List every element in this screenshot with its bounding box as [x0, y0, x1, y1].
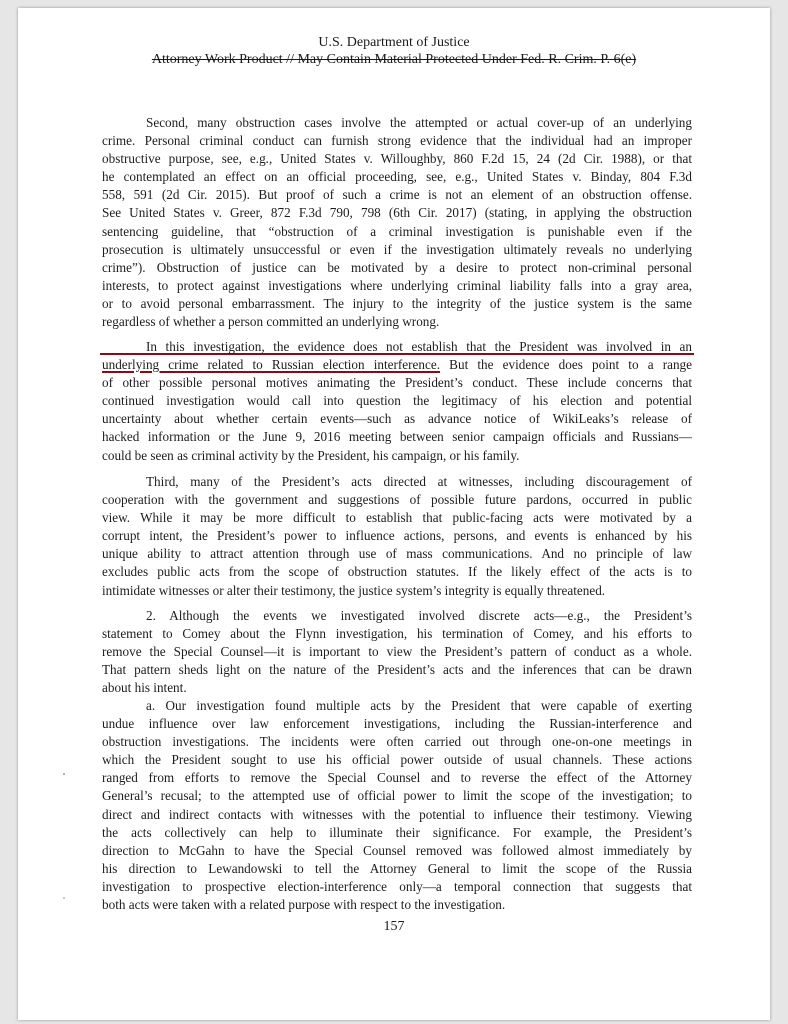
text-line: regardless of whether a person committed an underlying wrong. — [102, 314, 440, 330]
highlight-span-2: underlying crime related to Russian election interference. — [102, 357, 441, 373]
header-classification-struck: Attorney Work Product // May Contain Material Protected Under Fed. R. Crim. P. 6(e) — [151, 52, 637, 67]
text-line: sentencing guideline, that “obstruction of a criminal investigation is punishable even if the — [102, 223, 692, 239]
text-line: unique ability to attract attention through use of mass communications. And no principle of law — [102, 546, 692, 562]
text-line: corrupt intent, the President’s power to influence actions, persons, and events is enhanced by his — [102, 528, 692, 544]
text-line: or to avoid personal embarrassment. The injury to the integrity of the justice system is the same — [102, 295, 692, 311]
text-line: could be seen as criminal activity by the President, his campaign, or his family. — [102, 447, 520, 463]
text-line: That pattern sheds light on the nature of the President’s acts and the inferences that can be drawn — [102, 662, 692, 678]
text-line: interests, to protect against investigations where underlying criminal liability falls into a gray area, — [102, 277, 692, 293]
text-line: 2. Although the events we investigated involved discrete acts—e.g., the President’s — [146, 608, 692, 623]
text-line: obstructive purpose, see, e.g., United States v. Willoughby, 860 F.2d 15, 24 (2d Cir. 1988), or that — [102, 151, 692, 167]
paragraph-continuation: But the evidence does point to a range — [440, 357, 693, 373]
header-agency: U.S. Department of Justice — [318, 35, 470, 50]
text-line: Third, many of the President’s acts directed at witnesses, including discouragement of — [146, 474, 692, 489]
text-line: obstruction investigations. The incidents were often carried out through one-on-one meetings in — [102, 734, 692, 750]
text-line: cooperation with the government and suggestions of possible future pardons, occurred in public — [102, 492, 692, 508]
text-line: he contemplated an effect on an official proceeding, see, e.g., United States v. Binday, 804 F.3d — [102, 169, 692, 185]
paragraph-two — [102, 607, 692, 697]
scan-speck — [63, 897, 65, 899]
text-line: remove the Special Counsel—it is important to view the President’s pattern of conduct as a whole. — [102, 644, 692, 660]
text-line: hacked information or the June 9, 2016 meeting between senior campaign officials and Russians— — [102, 429, 692, 445]
text-line: continued investigation would call into question the legitimacy of his election and potential — [102, 393, 692, 409]
text-line: See United States v. Greer, 872 F.3d 790, 798 (6th Cir. 2017) (stating, in applying the obstruction — [102, 205, 692, 221]
text-line: 558, 591 (2d Cir. 2015). But proof of such a crime is not an element of an obstruction offense. — [102, 187, 692, 203]
text-line: prosecution is ultimately unsuccessful or even if the investigation ultimately reveals no underlying — [102, 241, 692, 257]
highlight-line-1: In this investigation, the evidence does not establish that the President was involved in an — [146, 339, 692, 354]
text-line: a. Our investigation found multiple acts by the President that were capable of exerting — [146, 698, 692, 713]
text-line: the acts collectively can help to illuminate their significance. For example, the President’s — [102, 824, 692, 840]
text-line: uncertainty about whether certain events—such as advance notice of WikiLeaks’s release of — [102, 411, 692, 427]
text-line: investigation to prospective election-interference only—a temporal connection that suggests that — [102, 878, 692, 894]
text-line: General’s recusal; to the attempted use of official power to limit the scope of the investigation; to — [102, 788, 692, 804]
paragraph-highlighted — [102, 338, 692, 465]
text-line: ranged from efforts to remove the Special Counsel and to reverse the effect of the Attorney — [102, 770, 692, 786]
text-line: his direction to Lewandowski to tell the Attorney General to limit the scope of the Russia — [102, 860, 692, 876]
text-line: crime”). Obstruction of justice can be motivated by a desire to protect non-criminal personal — [102, 259, 692, 275]
text-line: about his intent. — [102, 680, 187, 696]
text-line: statement to Comey about the Flynn investigation, his termination of Comey, and his efforts to — [102, 626, 692, 642]
paragraph-a — [102, 697, 692, 914]
paragraph-second — [102, 114, 692, 331]
text-line: excludes public acts from the scope of obstruction statutes. If the likely effect of the acts is to — [102, 564, 692, 580]
text-line: view. While it may be more difficult to establish that public-facing acts were motivated by a — [102, 510, 692, 526]
text-line: direction to McGahn to have the Special Counsel removed was followed almost immediately by — [102, 842, 692, 858]
text-line: Second, many obstruction cases involve the attempted or actual cover-up of an underlying — [146, 115, 692, 130]
text-line: undue influence over law enforcement investigations, including the Russian-interference and — [102, 716, 692, 732]
scan-speck — [63, 773, 65, 775]
paragraph-third — [102, 473, 692, 600]
text-line: of other possible personal motives animating the President’s conduct. These include concerns that — [102, 375, 692, 391]
paragraph-rest — [102, 374, 692, 464]
highlight-line-2 — [102, 356, 692, 374]
text-line: both acts were taken with a related purpose with respect to the investigation. — [102, 897, 506, 913]
text-line: which the President sought to use his official power outside of usual channels. These actions — [102, 752, 692, 768]
text-line: intimidate witnesses or alter their testimony, the justice system’s integrity is equally threatened. — [102, 582, 606, 598]
document-page — [18, 8, 770, 1020]
text-line: crime. Personal criminal conduct can furnish strong evidence that the individual had an improper — [102, 133, 692, 149]
page-number: 157 — [383, 919, 405, 934]
text-line: direct and indirect contacts with witnesses with the potential to influence their testimony. Viewing — [102, 806, 692, 822]
